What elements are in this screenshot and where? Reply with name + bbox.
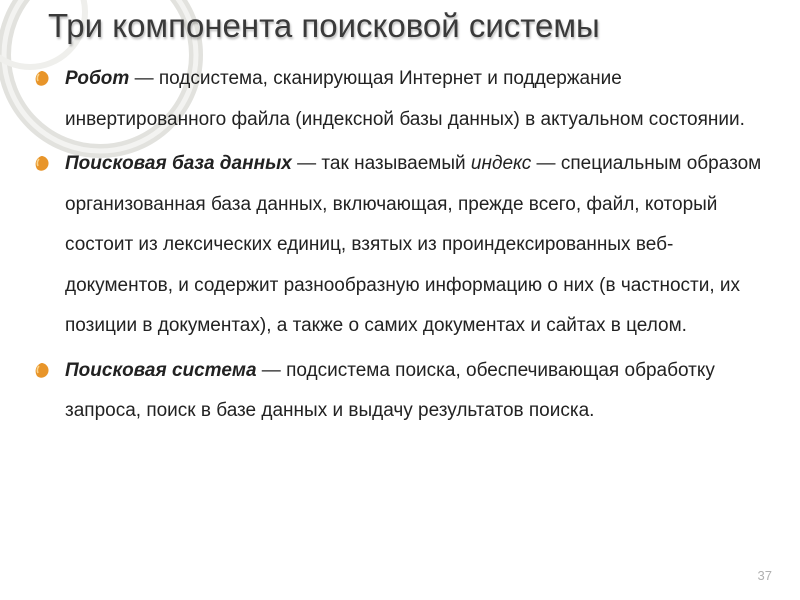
definition-robot: — подсистема, сканирующая Интернет и поддержание инвертированного файла (индексной базы данных) в актуальном состоянии. [65,68,745,130]
term-search-system: Поисковая система [65,359,257,381]
list-item-database [33,144,773,347]
orange-bullet-icon [33,70,50,87]
slide-content [33,59,773,436]
definition-database-before: — так называемый [291,153,471,174]
page-number: 37 [757,568,772,583]
definition-search-system: — подсистема поиска, обеспечивающая обработку запроса, поиск в базе данных и выдачу результатов поиска. [65,359,715,421]
emphasis-index: индекс [470,153,532,174]
list-item-robot [33,59,773,140]
definition-database-after: — специальным образом организованная база данных, включающая, прежде всего, файл, который состоит из лексических единиц, взятых из проиндексированных веб-документов, и содержит разнообразную информацию о них (в частности, их позиции в документах), а также о самих документах и сайтах в целом. [65,153,762,336]
list-item-search-system [33,351,773,432]
term-robot: Робот [65,68,130,89]
term-database: Поисковая база данных [65,153,292,174]
slide-title: Три компонента поисковой системы [48,7,600,44]
orange-bullet-icon [33,155,50,172]
orange-bullet-icon [33,362,50,379]
